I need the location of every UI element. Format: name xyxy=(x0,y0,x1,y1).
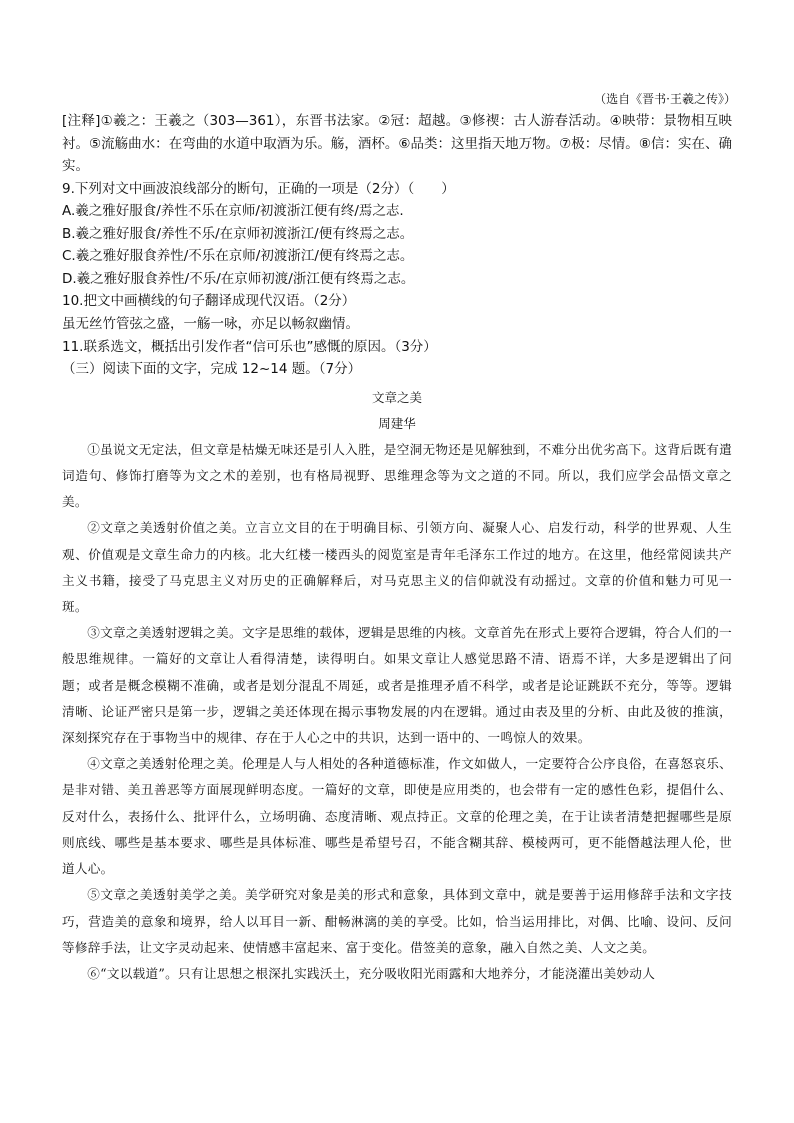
question-10-sentence: 虽无丝竹管弦之盛，一觞一咏，亦足以畅叙幽情。 xyxy=(62,316,359,333)
essay-paragraph-5: ⑤文章之美透射美学之美。美学研究对象是美的形式和意象，具体到文章中，就是要善于运用修辞手法和文字技巧，营造美的意象和境界，给人以耳目一新、酣畅淋漓的美的享受。比如，恰当运用排比，对偶、比喻、设问、反问等修辞手法，让文字灵动起来、使情感丰富起来、富于变化。借签美的意象，融入自然之美、人文之美。 xyxy=(62,887,732,955)
source-citation: （选自《晋书·王羲之传》） xyxy=(594,92,736,106)
question-10-stem: 10.把文中画横线的句子翻译成现代汉语。（2分） xyxy=(62,293,356,310)
annotation-notes: [注释]①羲之：王羲之（303—361），东晋书法家。②冠：超越。③修禊：古人游春活动。④映带：景物相互映衬。⑤流觞曲水：在弯曲的水道中取酒为乐。觞，酒杯。⑥品类：这里指天地万物。⑦极：尽情。⑧信：实在、确实。 xyxy=(62,113,732,174)
essay-paragraph-3: ③文章之美透射逻辑之美。文字是思维的载体，逻辑是思维的内核。文章首先在形式上要符合逻辑，符合人们的一般思维规律。一篇好的文章让人看得清楚，读得明白。如果文章让人感觉思路不清、语焉不详，大多是逻辑出了问题；或者是概念模糊不准确，或者是划分混乱不周延，或者是推理矛盾不科学，或者是论证跳跃不充分，等等。逻辑清晰、论证严密只是第一步，逻辑之美还体现在揭示事物发展的内在逻辑。通过由表及里的分析、由此及彼的推演，深刻探究存在于事物当中的规律、存在于人心之中的共识，达到一语中的、一鸣惊人的效果。 xyxy=(62,625,732,746)
question-9-option-a: A.羲之雅好服食/养性不乐在京师/初渡浙江便有终/焉之志. xyxy=(62,203,404,220)
question-9-stem: 9.下列对文中画波浪线部分的断句，正确的一项是（2分）（ ） xyxy=(62,180,455,197)
essay-paragraph-2: ②文章之美透射价值之美。立言立文目的在于明确目标、引领方向、凝聚人心、启发行动，科学的世界观、人生观、价值观是文章生命力的内核。北大红楼一楼西头的阅览室是青年毛泽东工作过的地方。在这里，他经常阅读共产主义书籍，接受了马克思主义对历史的正确解释后，对马克思主义的信仰就没有动摇过。文章的价值和魅力可见一斑。 xyxy=(62,520,732,615)
question-11-stem: 11.联系选文，概括出引发作者“信可乐也”感慨的原因。（3分） xyxy=(62,338,437,355)
question-9-option-d: D.羲之雅好服食养性/不乐/在京师初渡/浙江便有终焉之志。 xyxy=(62,270,415,287)
document-page xyxy=(62,88,736,987)
essay-paragraph-6: ⑥“文以载道”。只有让思想之根深扎实践沃土，充分吸收阳光雨露和大地养分，才能浇灌出美妙动人 xyxy=(87,965,656,981)
essay-author: 周建华 xyxy=(378,415,416,431)
essay-paragraph-1: ①虽说文无定法，但文章是枯燥无味还是引人入胜，是空洞无物还是见解独到，不难分出优劣高下。这背后既有遣词造句、修饰打磨等为文之术的差别，也有格局视野、思维理念等为文之道的不同。所以，我们应学会品悟文章之美。 xyxy=(62,441,732,510)
question-9-option-b: B.羲之雅好服食/养性不乐/在京师初渡浙江/便有终焉之志。 xyxy=(62,225,414,242)
question-9-option-c: C.羲之雅好服食养性/不乐在京师/初渡浙江/便有终焉之志。 xyxy=(62,248,414,265)
essay-title: 文章之美 xyxy=(371,389,422,405)
essay-paragraph-4: ④文章之美透射伦理之美。伦理是人与人相处的各种道德标准，作文如做人，一定要符合公序良俗，在喜怒哀乐、是非对错、美丑善恶等方面展现鲜明态度。一篇好的文章，即使是应用类的，也会带有一定的感性色彩，提倡什么、反对什么，表扬什么、批评什么，立场明确、态度清晰、观点持正。文章的伦理之美，在于让读者清楚把握哪些是原则底线、哪些是基本要求、哪些是具体标准、哪些是希望号召，不能含糊其辞、模棱两可，更不能僭越法理人伦，世道人心。 xyxy=(62,756,732,877)
section-3-heading: （三）阅读下面的文字，完成 12~14 题。（7分） xyxy=(62,361,362,378)
